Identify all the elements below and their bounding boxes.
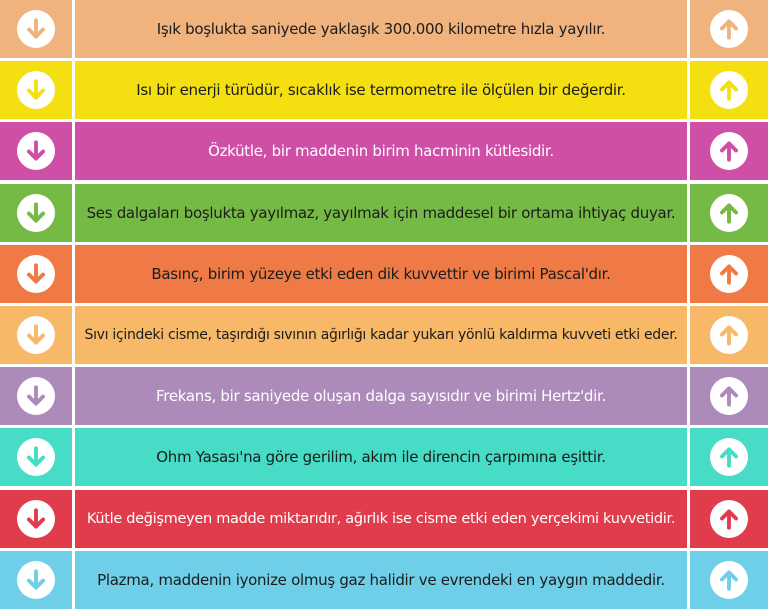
move-down-button[interactable]	[17, 561, 55, 599]
up-cell	[690, 245, 768, 303]
statement-cell	[75, 367, 687, 425]
statement-text: Kütle değişmeyen madde miktarıdır, ağırlık ise cisme etki eden yerçekimi kuvvetidir.	[86, 511, 676, 527]
move-down-button[interactable]	[17, 316, 55, 354]
arrow-up-icon	[716, 200, 742, 226]
move-down-button[interactable]	[17, 438, 55, 476]
down-cell	[0, 306, 72, 364]
down-cell	[0, 184, 72, 242]
arrow-up-icon	[716, 138, 742, 164]
move-down-button[interactable]	[17, 71, 55, 109]
up-cell	[690, 122, 768, 180]
down-cell	[0, 245, 72, 303]
down-cell	[0, 490, 72, 548]
statement-text: Frekans, bir saniyede oluşan dalga sayısıdır ve birimi Hertz'dir.	[156, 387, 606, 405]
down-cell	[0, 367, 72, 425]
statement-row	[0, 367, 768, 425]
move-down-button[interactable]	[17, 10, 55, 48]
statement-row	[0, 122, 768, 180]
move-down-button[interactable]	[17, 255, 55, 293]
up-cell	[690, 0, 768, 58]
arrow-down-icon	[23, 200, 49, 226]
arrow-down-icon	[23, 383, 49, 409]
arrow-up-icon	[716, 506, 742, 532]
move-up-button[interactable]	[710, 377, 748, 415]
arrow-up-icon	[716, 261, 742, 287]
up-cell	[690, 61, 768, 119]
statement-cell	[75, 306, 687, 364]
arrow-down-icon	[23, 567, 49, 593]
up-cell	[690, 367, 768, 425]
move-up-button[interactable]	[710, 561, 748, 599]
statement-cell	[75, 0, 687, 58]
statement-cell	[75, 122, 687, 180]
move-down-button[interactable]	[17, 132, 55, 170]
arrow-down-icon	[23, 138, 49, 164]
statement-row	[0, 428, 768, 486]
statement-row	[0, 490, 768, 548]
arrow-down-icon	[23, 322, 49, 348]
arrow-down-icon	[23, 444, 49, 470]
arrow-up-icon	[716, 77, 742, 103]
move-down-button[interactable]	[17, 377, 55, 415]
statement-text: Ohm Yasası'na göre gerilim, akım ile direncin çarpımına eşittir.	[156, 448, 606, 466]
move-up-button[interactable]	[710, 71, 748, 109]
up-cell	[690, 184, 768, 242]
statement-cell	[75, 245, 687, 303]
move-up-button[interactable]	[710, 438, 748, 476]
arrow-down-icon	[23, 16, 49, 42]
arrow-up-icon	[716, 322, 742, 348]
down-cell	[0, 0, 72, 58]
move-up-button[interactable]	[710, 500, 748, 538]
move-up-button[interactable]	[710, 10, 748, 48]
arrow-up-icon	[716, 444, 742, 470]
up-cell	[690, 551, 768, 609]
statement-row	[0, 0, 768, 58]
down-cell	[0, 61, 72, 119]
move-up-button[interactable]	[710, 316, 748, 354]
arrow-down-icon	[23, 261, 49, 287]
down-cell	[0, 428, 72, 486]
statement-text: Basınç, birim yüzeye etki eden dik kuvvettir ve birimi Pascal'dır.	[151, 265, 611, 283]
arrow-down-icon	[23, 506, 49, 532]
up-cell	[690, 306, 768, 364]
up-cell	[690, 490, 768, 548]
statement-cell	[75, 490, 687, 548]
statement-row	[0, 184, 768, 242]
move-down-button[interactable]	[17, 194, 55, 232]
statement-text: Isı bir enerji türüdür, sıcaklık ise termometre ile ölçülen bir değerdir.	[136, 81, 626, 99]
arrow-up-icon	[716, 567, 742, 593]
arrow-up-icon	[716, 383, 742, 409]
statement-cell	[75, 428, 687, 486]
move-down-button[interactable]	[17, 500, 55, 538]
statement-cell	[75, 551, 687, 609]
statement-cell	[75, 184, 687, 242]
statement-cell	[75, 61, 687, 119]
up-cell	[690, 428, 768, 486]
move-up-button[interactable]	[710, 194, 748, 232]
statement-text: Özkütle, bir maddenin birim hacminin kütlesidir.	[208, 142, 554, 160]
move-up-button[interactable]	[710, 132, 748, 170]
statement-text: Ses dalgaları boşlukta yayılmaz, yayılmak için maddesel bir ortama ihtiyaç duyar.	[86, 204, 676, 222]
arrow-down-icon	[23, 77, 49, 103]
statement-text: Işık boşlukta saniyede yaklaşık 300.000 kilometre hızla yayılır.	[156, 20, 606, 38]
statement-text: Plazma, maddenin iyonize olmuş gaz halidir ve evrendeki en yaygın maddedir.	[97, 571, 665, 589]
statement-row	[0, 245, 768, 303]
down-cell	[0, 551, 72, 609]
statement-row	[0, 551, 768, 609]
statement-text: Sıvı içindeki cisme, taşırdığı sıvının ağırlığı kadar yukarı yönlü kaldırma kuvveti etki eder.	[84, 327, 678, 343]
arrow-up-icon	[716, 16, 742, 42]
statement-row	[0, 61, 768, 119]
move-up-button[interactable]	[710, 255, 748, 293]
statement-row	[0, 306, 768, 364]
down-cell	[0, 122, 72, 180]
